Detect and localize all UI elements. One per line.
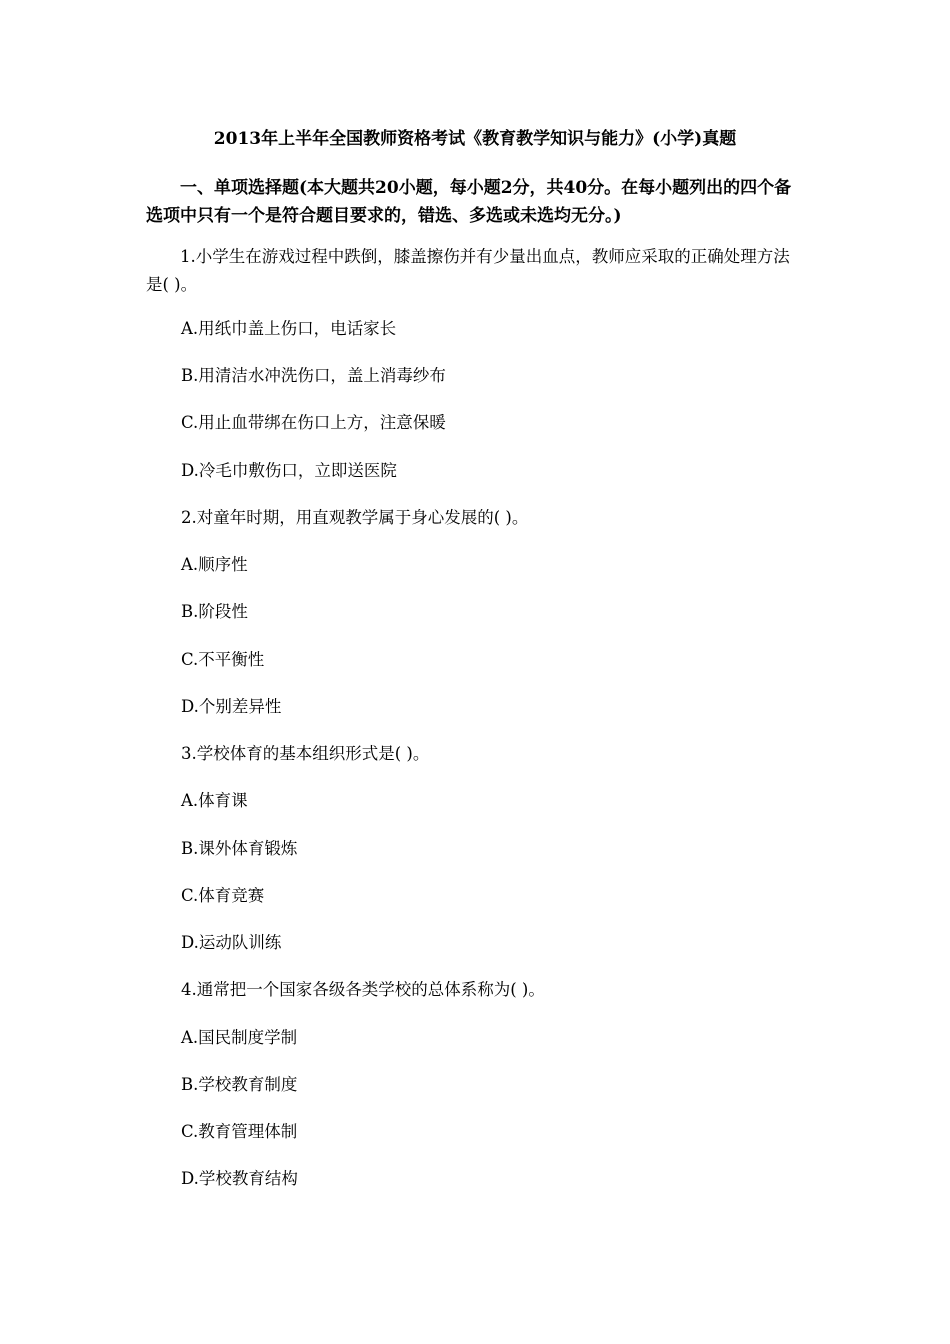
answer-option: D.冷毛巾敷伤口，立即送医院 — [181, 461, 397, 480]
answer-option: A.国民制度学制 — [181, 1028, 298, 1047]
answer-option: B.课外体育锻炼 — [181, 839, 298, 858]
answer-option: B.用清洁水冲洗伤口，盖上消毒纱布 — [181, 366, 446, 385]
question-stem: 1.小学生在游戏过程中跌倒，膝盖擦伤并有少量出血点，教师应采取的正确处理方法是( )。 — [146, 247, 790, 294]
question-stem: 4.通常把一个国家各级各类学校的总体系称为( )。 — [181, 980, 545, 999]
answer-option: A.体育课 — [181, 791, 248, 810]
answer-option: A.顺序性 — [181, 555, 248, 574]
question-stem: 3.学校体育的基本组织形式是( )。 — [181, 744, 430, 763]
answer-option: D.个别差异性 — [181, 697, 282, 716]
answer-option: C.不平衡性 — [181, 650, 265, 669]
answer-option: A.用纸巾盖上伤口，电话家长 — [181, 319, 397, 338]
answer-option: D.学校教育结构 — [181, 1169, 298, 1188]
answer-option: B.阶段性 — [181, 602, 248, 621]
question-stem: 2.对童年时期，用直观教学属于身心发展的( )。 — [181, 508, 529, 527]
answer-option: B.学校教育制度 — [181, 1075, 298, 1094]
document-title: 2013年上半年全国教师资格考试《教育教学知识与能力》(小学)真题 — [213, 129, 737, 149]
answer-option: C.教育管理体制 — [181, 1122, 298, 1141]
section-heading: 一、单项选择题(本大题共20小题，每小题2分，共40分。在每小题列出的四个备选项中只有一个是符合题目要求的，错选、多选或未选均无分。) — [146, 178, 792, 226]
answer-option: C.体育竞赛 — [181, 886, 265, 905]
answer-option: D.运动队训练 — [181, 933, 282, 952]
answer-option: C.用止血带绑在伤口上方，注意保暖 — [181, 413, 446, 432]
